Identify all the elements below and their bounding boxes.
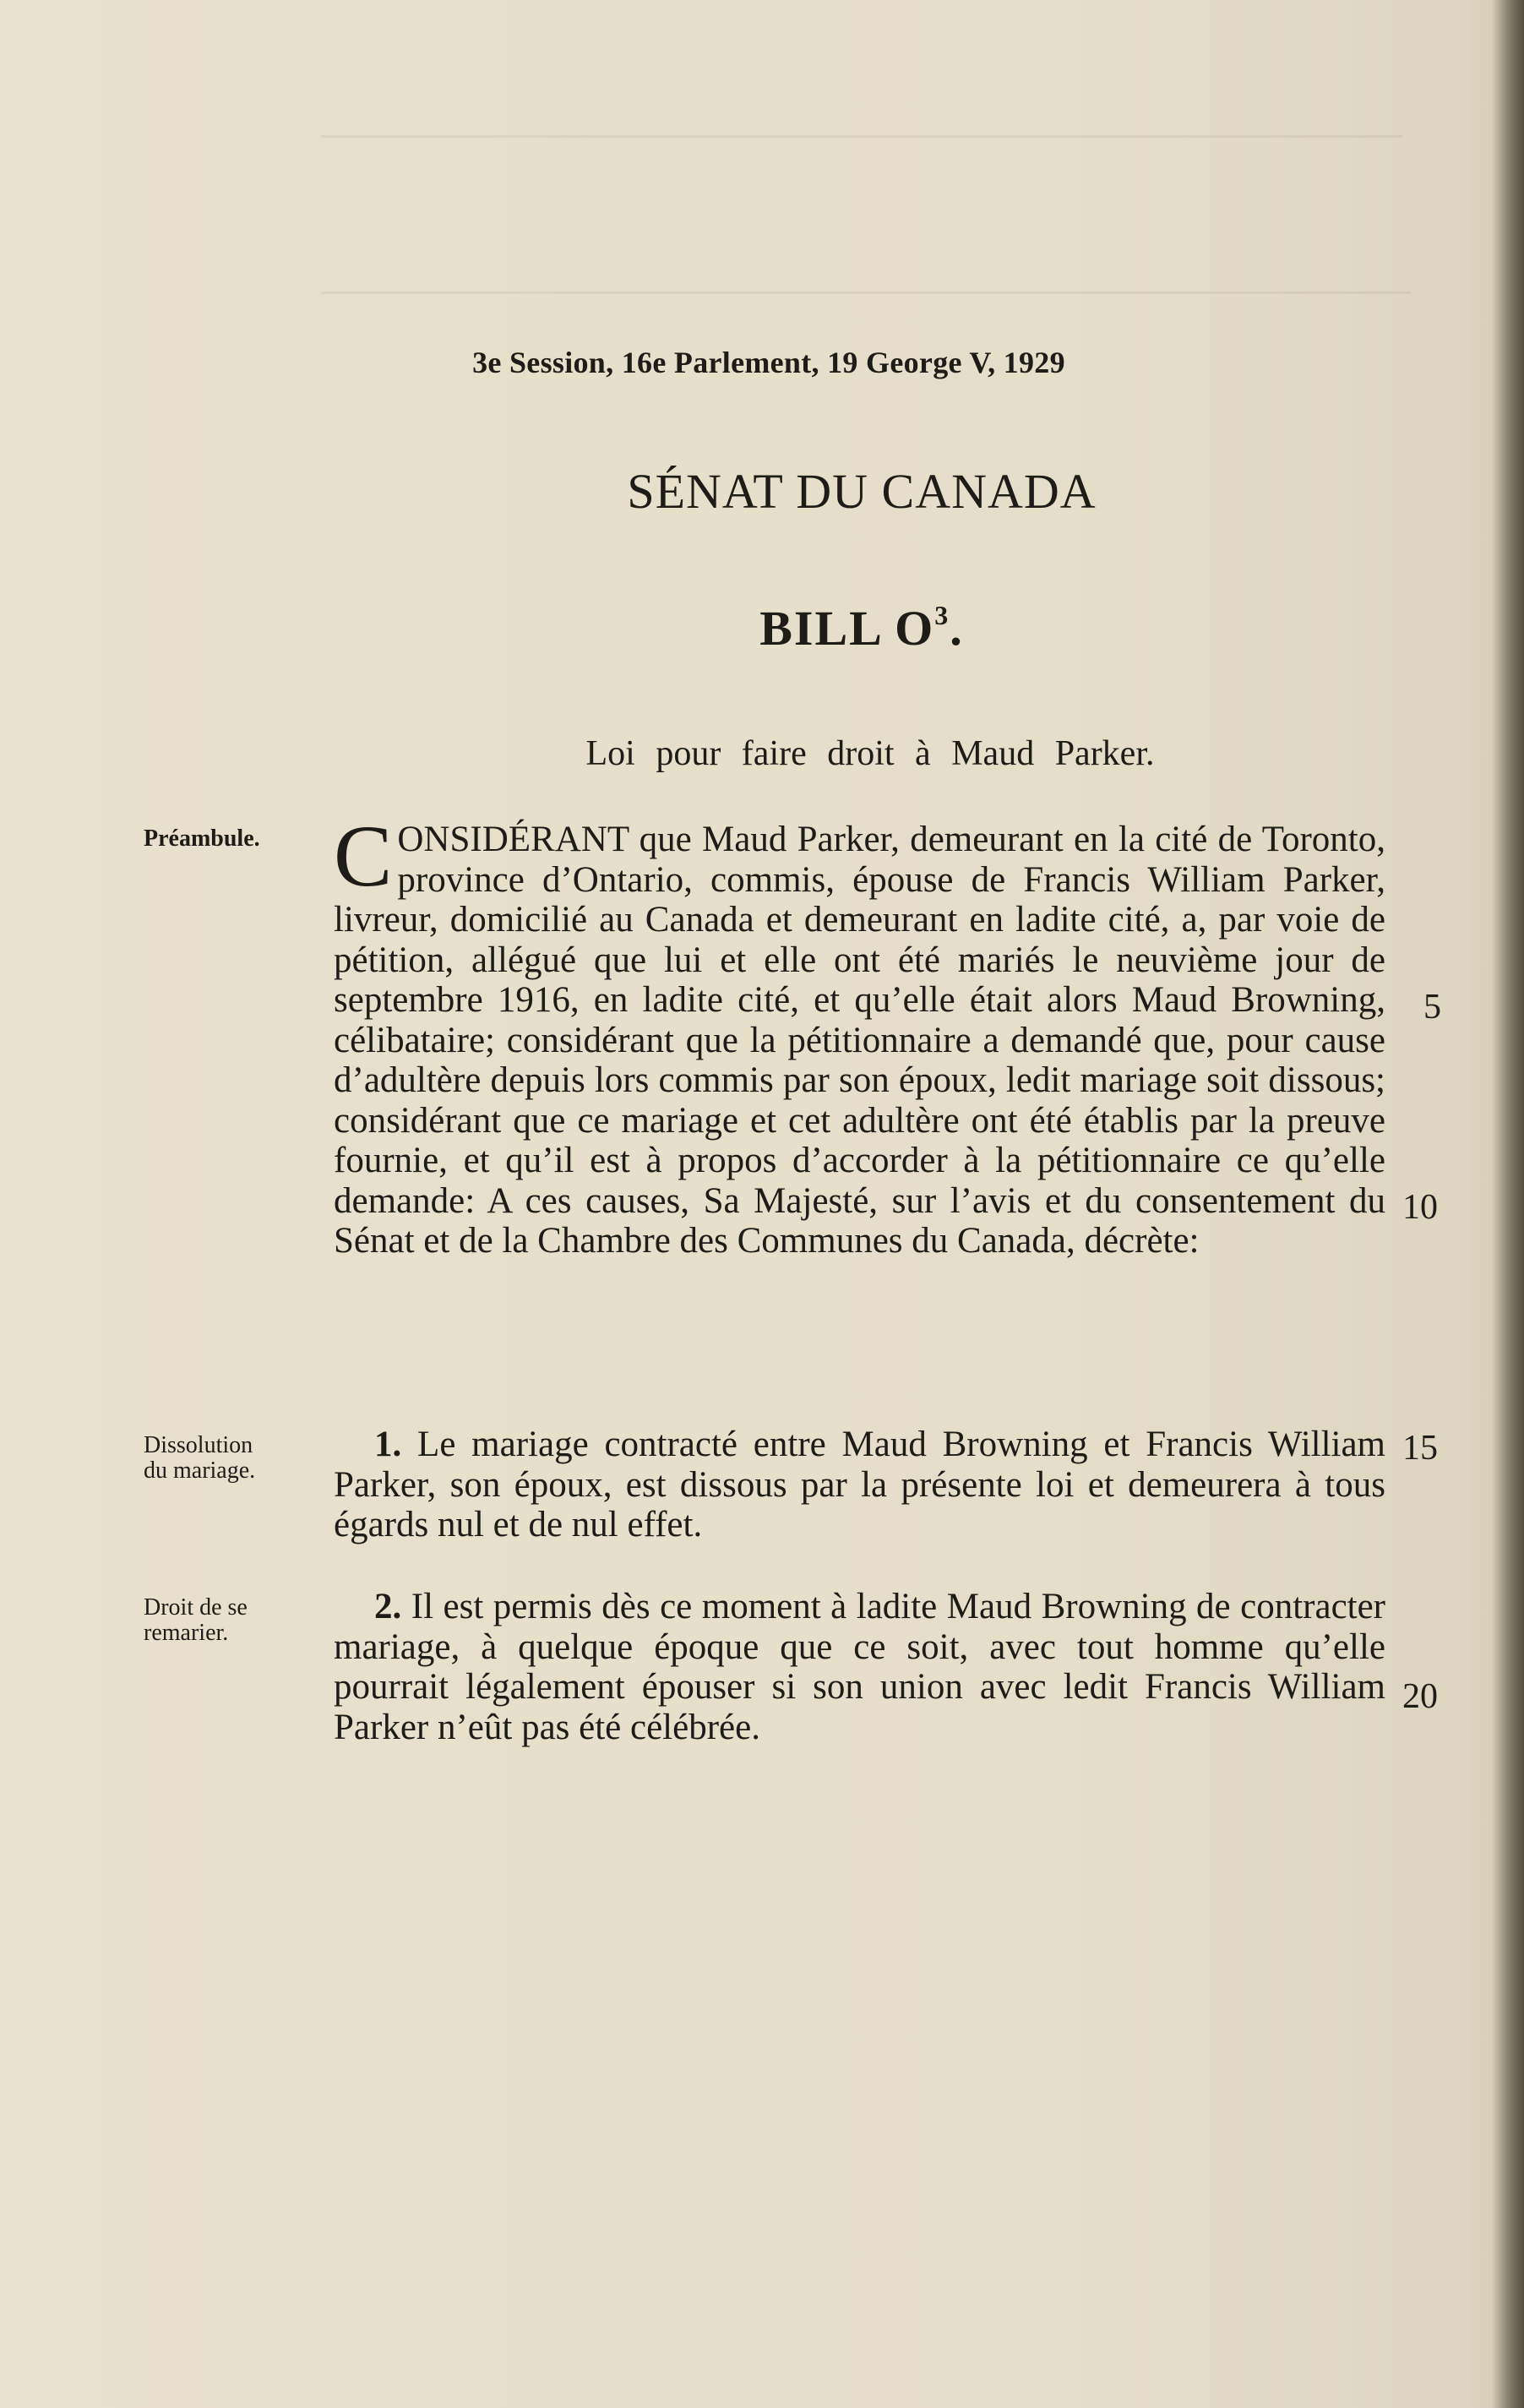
- preamble-paragraph: [334, 808, 1385, 1261]
- margin-note-preamble: [144, 826, 313, 852]
- section-number: 2.: [374, 1587, 402, 1626]
- section-number: 1.: [374, 1425, 402, 1464]
- margin-note-preamble-text: Préambule.: [144, 825, 260, 852]
- show-through-line: [321, 291, 1411, 294]
- bill-label: BILL O: [759, 601, 935, 656]
- line-number-15: 15: [1402, 1429, 1438, 1468]
- drop-cap: C: [334, 808, 393, 905]
- page-edge-shadow: [1492, 0, 1524, 2408]
- section-text: Il est permis dès ce moment à ladite Maud Browning de contracter mariage, à quelque époque que ce soit, avec tout homme qu’elle pourrait légalement épouser si son union avec ledit Francis William Parker n’eût pas été célébrée.: [334, 1587, 1386, 1747]
- margin-note-remarry-line1: Droit de se: [144, 1594, 248, 1621]
- session-line: 3e Session, 16e Parlement, 19 George V, 1929: [472, 346, 1065, 379]
- line-number-20: 20: [1402, 1677, 1438, 1716]
- margin-note-dissolution-line2: du mariage.: [144, 1457, 256, 1484]
- section-text: Le mariage contracté entre Maud Browning et Francis William Parker, son époux, est dissous par la présente loi et demeurera à tous égards nul et de nul effet.: [334, 1425, 1386, 1544]
- bill-subtitle: Loi pour faire droit à Maud Parker.: [585, 734, 1155, 773]
- section-2: [334, 1587, 1385, 1747]
- senate-title: SÉNAT DU CANADA: [627, 464, 1097, 519]
- bill-title: [177, 600, 1524, 656]
- line-number-5: 5: [1423, 988, 1441, 1027]
- show-through-line: [321, 135, 1402, 138]
- margin-note-dissolution: [144, 1433, 313, 1484]
- bill-superscript: 3: [934, 599, 950, 630]
- margin-note-dissolution-line1: Dissolution: [144, 1432, 253, 1458]
- margin-note-remarry: [144, 1595, 313, 1646]
- bill-period: .: [950, 601, 964, 656]
- section-1: [334, 1425, 1385, 1545]
- line-number-10: 10: [1402, 1188, 1438, 1227]
- margin-note-remarry-line2: remarier.: [144, 1620, 229, 1646]
- preamble-text: ONSIDÉRANT que Maud Parker, demeurant en la cité de Toronto, province d’Ontario, commis, épouse de Francis William Parker, livreur, domicilié au Canada et demeurant en ladite cité, a, par voie de pétition, allégué que lui et elle ont été mariés le neuvième jour de septembre 1916, en ladite cité, et qu’elle était alors Maud Browning, célibataire; considérant que la pétitionnaire a demandé que, pour cause d’adultère depuis lors commis par son époux, ledit mariage soit dissous; considérant que ce mariage et cet adultère ont été établis par la preuve fournie, et qu’il est à propos d’accorder à la pétitionnaire ce qu’elle demande: A ces causes, Sa Majesté, sur l’avis et du consentement du Sénat et de la Chambre des Communes du Canada, décrète:: [334, 820, 1385, 1261]
